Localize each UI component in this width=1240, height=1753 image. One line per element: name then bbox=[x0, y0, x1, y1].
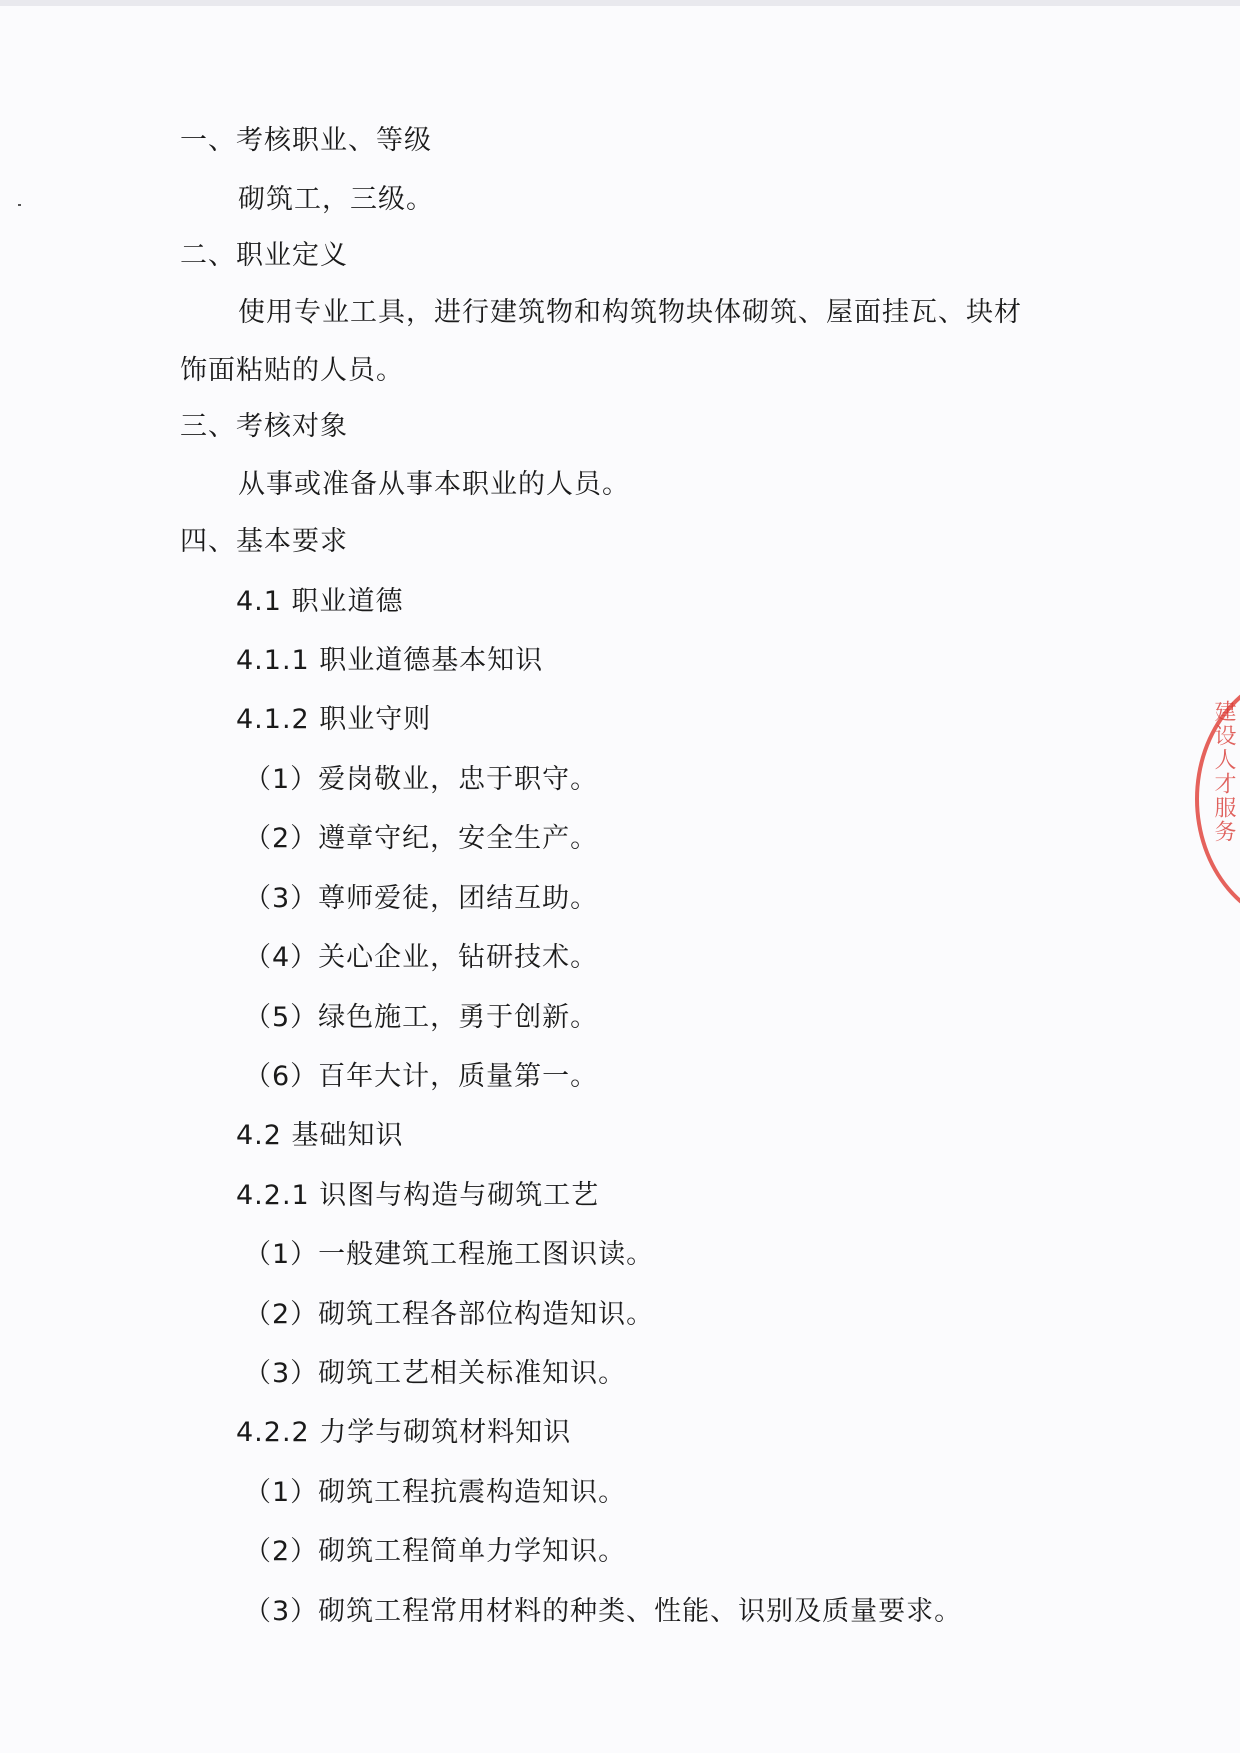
scan-edge bbox=[0, 0, 1240, 6]
heading-1: 一、考核职业、等级 bbox=[180, 125, 432, 156]
scan-speck bbox=[18, 204, 21, 206]
list-item: （3）砌筑工艺相关标准知识。 bbox=[244, 1358, 627, 1389]
paragraph-line: 砌筑工，三级。 bbox=[238, 184, 434, 215]
list-item: （6）百年大计，质量第一。 bbox=[244, 1061, 599, 1092]
seal-text: 建设人才服务 bbox=[1211, 700, 1236, 844]
list-item: （4）关心企业，钻研技术。 bbox=[244, 942, 599, 973]
paragraph-line: 使用专业工具，进行建筑物和构筑物块体砌筑、屋面挂瓦、块材 bbox=[238, 297, 1022, 328]
section-4-1: 4.1 职业道德 bbox=[236, 586, 404, 617]
section-4-1-1: 4.1.1 职业道德基本知识 bbox=[236, 645, 544, 676]
section-4-2-2: 4.2.2 力学与砌筑材料知识 bbox=[236, 1417, 572, 1448]
heading-2: 二、职业定义 bbox=[180, 240, 348, 271]
list-item: （2）砌筑工程简单力学知识。 bbox=[244, 1536, 627, 1567]
paragraph-line: 从事或准备从事本职业的人员。 bbox=[238, 469, 630, 500]
section-4-1-2: 4.1.2 职业守则 bbox=[236, 704, 432, 735]
section-4-2: 4.2 基础知识 bbox=[236, 1120, 404, 1151]
paragraph-line: 饰面粘贴的人员。 bbox=[180, 355, 404, 386]
list-item: （1）爱岗敬业，忠于职守。 bbox=[244, 764, 599, 795]
list-item: （3）砌筑工程常用材料的种类、性能、识别及质量要求。 bbox=[244, 1596, 963, 1627]
heading-4: 四、基本要求 bbox=[180, 526, 348, 557]
list-item: （5）绿色施工，勇于创新。 bbox=[244, 1002, 599, 1033]
section-4-2-1: 4.2.1 识图与构造与砌筑工艺 bbox=[236, 1180, 600, 1211]
heading-3: 三、考核对象 bbox=[180, 411, 348, 442]
list-item: （1）砌筑工程抗震构造知识。 bbox=[244, 1477, 627, 1508]
list-item: （3）尊师爱徒，团结互助。 bbox=[244, 883, 599, 914]
list-item: （2）遵章守纪，安全生产。 bbox=[244, 823, 599, 854]
list-item: （2）砌筑工程各部位构造知识。 bbox=[244, 1299, 655, 1330]
list-item: （1）一般建筑工程施工图识读。 bbox=[244, 1239, 655, 1270]
